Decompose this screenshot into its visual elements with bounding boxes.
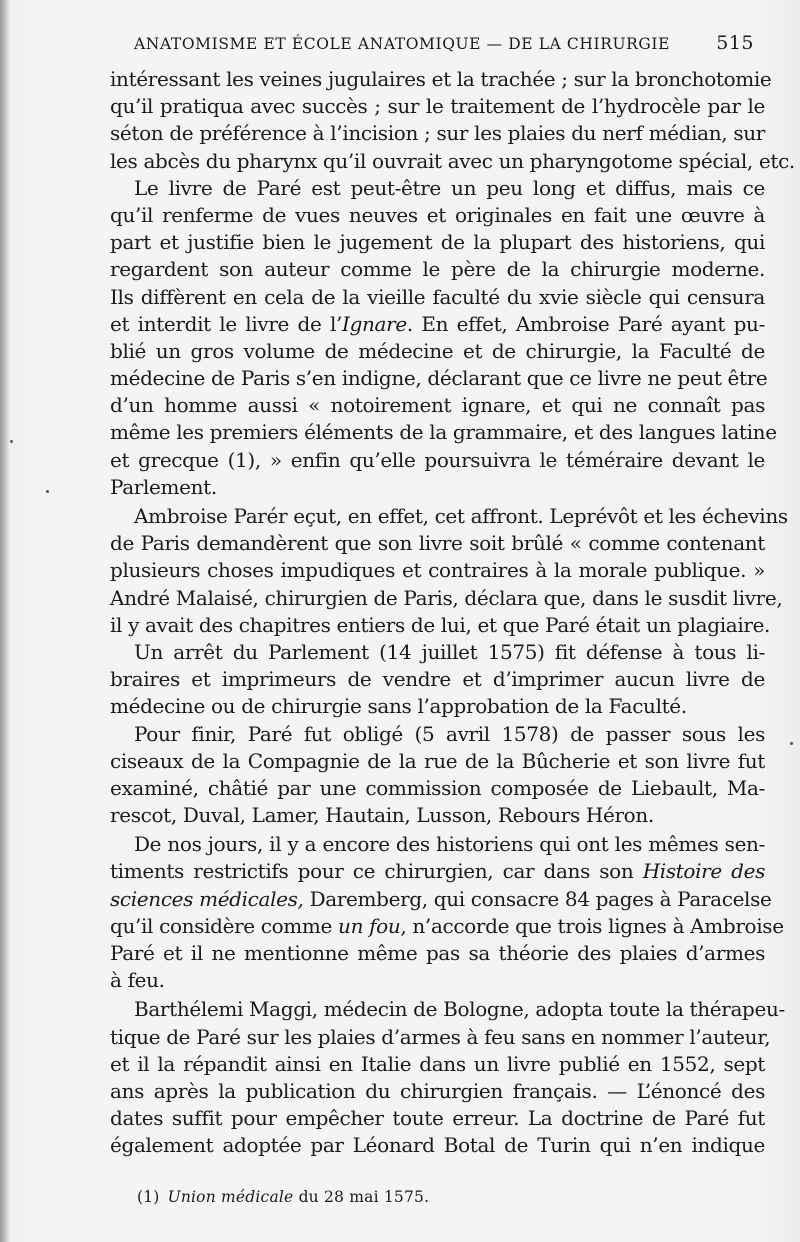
text-line: examiné, châtié par une commission composée de Liebault, Ma-: [110, 775, 765, 800]
text-line: tique de Paré sur les plaies d’armes à feu sans en nommer l’auteur,: [110, 1024, 771, 1049]
text-line: et grecque (1), » enfin qu’elle poursuivra le téméraire devant le: [110, 447, 765, 472]
text-line: blié un gros volume de médecine et de chirurgie, la Faculté de: [110, 338, 765, 363]
margin-speck: [10, 440, 13, 443]
text-line: André Malaisé, chirurgien de Paris, déclara que, dans le susdit livre,: [110, 585, 783, 610]
text-line: de Paris demandèrent que son livre soit brûlé « comme contenant: [110, 531, 765, 556]
text-line: Le livre de Paré est peut-être un peu long et diffus, mais ce: [134, 175, 765, 200]
italic-title: Ignare: [342, 311, 407, 336]
running-title: ANATOMISME ET ÉCOLE ANATOMIQUE — DE LA CHIRURGIE: [134, 35, 671, 53]
footnote: [137, 1188, 429, 1206]
text-line: Pour finir, Paré fut obligé (5 avril 1578) de passer sous les: [134, 721, 765, 746]
text-line: Paré et il ne mentionne même pas sa théorie des plaies d’armes: [110, 941, 765, 965]
italic-title: Histoire des: [642, 859, 765, 884]
body-text: [110, 66, 795, 1160]
page-number: 515: [716, 32, 754, 54]
text-line: De nos jours, il y a encore des historiens qui ont les mêmes sen-: [134, 832, 765, 857]
footnote-source: Union médicale: [167, 1188, 294, 1206]
text-line: les abcès du pharynx qu’il ouvrait avec un pharyngotome spécial, etc.: [110, 148, 795, 173]
text-line: intéressant les veines jugulaires et la trachée ; sur la bronchotomie: [110, 67, 772, 91]
italic-emphasis: un fou: [338, 913, 401, 938]
margin-speck: [790, 742, 793, 745]
text-line: Barthélemi Maggi, médecin de Bologne, adopta toute la thérapeu-: [134, 997, 785, 1022]
margin-speck: [46, 490, 49, 493]
binding-shadow: [0, 0, 10, 1242]
text-line: timents restrictifs pour ce chirurgien, car dans son Histoire des: [110, 859, 765, 884]
text-line: braires et imprimeurs de vendre et d’imprimer aucun livre de: [110, 667, 765, 692]
text-line: médecine ou de chirurgie sans l’approbation de la Faculté.: [110, 694, 687, 719]
text-line: Ambroise Parér eçut, en effet, cet affront. Leprévôt et les échevins: [134, 504, 788, 528]
text-line: il y avait des chapitres entiers de lui, et que Paré était un plagiaire.: [110, 612, 771, 637]
page-header: [134, 32, 754, 58]
text-line: Un arrêt du Parlement (14 juillet 1575) fit défense à tous li-: [134, 639, 765, 664]
text-line: Ils diffèrent en cela de la vieille faculté du xvie siècle qui censura: [110, 284, 765, 309]
text-line: et interdit le livre de l’Ignare. En effet, Ambroise Paré ayant pu-: [110, 311, 765, 336]
text-line: même les premiers éléments de la grammaire, et des langues latine: [110, 420, 777, 445]
text-line: et il la répandit ainsi en Italie dans un livre publié en 1552, sept: [110, 1051, 765, 1076]
text-line: qu’il considère comme un fou, n’accorde que trois lignes à Ambroise: [110, 913, 784, 938]
text-line: Parlement.: [110, 474, 217, 499]
text-line: dates suffit pour empêcher toute erreur. La doctrine de Paré fut: [110, 1106, 765, 1131]
text-line: médecine de Paris s’en indigne, déclarant que ce livre ne peut être: [110, 366, 768, 391]
text-line: à feu.: [110, 968, 165, 993]
text-line: qu’il renferme de vues neuves et originales en fait une œuvre à: [110, 202, 765, 227]
text-line: rescot, Duval, Lamer, Hautain, Lusson, Rebours Héron.: [110, 803, 654, 828]
text-line: regardent son auteur comme le père de la chirurgie moderne.: [110, 257, 765, 282]
text-line: ans après la publication du chirurgien français. — L’énoncé des: [110, 1078, 765, 1103]
text-line: ciseaux de la Compagnie de la rue de la Bûcherie et son livre fut: [110, 748, 765, 773]
text-line: d’un homme aussi « notoirement ignare, et qui ne connaît pas: [110, 393, 765, 418]
footnote-marker: (1): [137, 1188, 160, 1206]
text-line: séton de préférence à l’incision ; sur les plaies du nerf médian, sur: [110, 121, 765, 146]
text-line: qu’il pratiqua avec succès ; sur le traitement de l’hydrocèle par le: [110, 94, 765, 119]
text-line: également adoptée par Léonard Botal de Turin qui n’en indique: [110, 1133, 765, 1158]
italic-title: sciences médicales,: [110, 886, 304, 911]
footnote-date: du 28 mai 1575.: [298, 1188, 430, 1206]
text-line: plusieurs choses impudiques et contraires à la morale publique. »: [110, 558, 765, 583]
text-line: part et justifie bien le jugement de la plupart des historiens, qui: [110, 230, 765, 255]
text-line: sciences médicales, Daremberg, qui consacre 84 pages à Paracelse: [110, 886, 772, 911]
